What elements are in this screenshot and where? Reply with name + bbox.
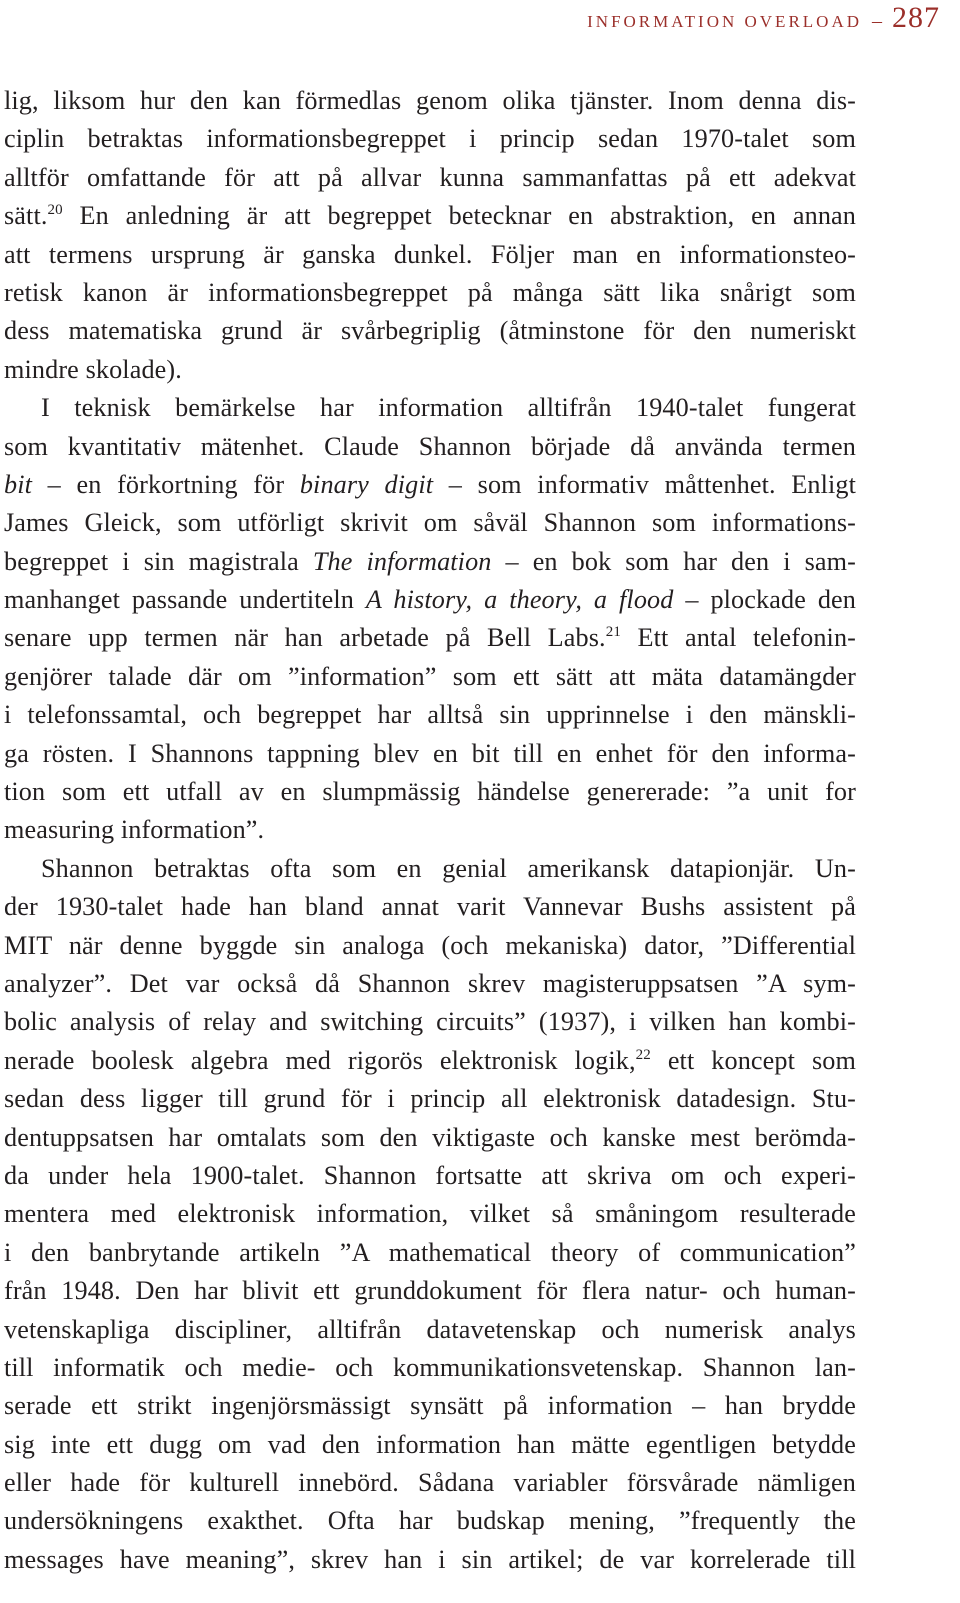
text-line <box>4 1272 856 1310</box>
text-line <box>4 1311 856 1349</box>
text-run: ciplin betraktas informationsbegreppet i princip sedan 1970-talet som <box>4 124 856 154</box>
text-run: I teknisk bemärkelse har information alltifrån 1940-talet fungerat <box>41 393 856 423</box>
text-run: mindre skolade). <box>4 354 182 384</box>
text-run: – en förkortning för <box>32 469 300 499</box>
text-line <box>4 1387 856 1425</box>
text-run: vetenskapliga discipliner, alltifrån datavetenskap och numerisk analys <box>4 1314 856 1344</box>
text-run: manhanget passande undertiteln <box>4 585 366 615</box>
text-line <box>4 773 856 811</box>
text-run: da under hela 1900-talet. Shannon fortsatte att skriva om och experi- <box>4 1160 856 1190</box>
text-run: analyzer”. Det var också då Shannon skrev magisteruppsatsen ”A sym- <box>4 968 856 998</box>
text-line <box>4 888 856 926</box>
footnote-ref: 22 <box>635 1046 651 1063</box>
text-line <box>4 1195 856 1233</box>
running-head-title: INFORMATION OVERLOAD <box>587 12 862 31</box>
text-run: – som informativ måttenhet. Enligt <box>433 469 857 499</box>
text-line <box>4 850 856 888</box>
text-run: sätt. <box>4 201 48 231</box>
text-run: senare upp termen när han arbetade på Bell Labs. <box>4 623 606 653</box>
text-run: nerade boolesk algebra med rigorös elektronisk logik, <box>4 1045 636 1075</box>
text-line <box>4 735 856 773</box>
italic-text: The information <box>312 546 492 576</box>
italic-text: A history, a theory, a flood <box>365 585 674 615</box>
text-run: dentuppsatsen har omtalats som den viktigaste och kanske mest berömda- <box>4 1122 856 1152</box>
text-line <box>4 1003 856 1041</box>
text-line <box>4 82 856 120</box>
text-line <box>4 428 856 466</box>
text-line <box>4 351 856 389</box>
text-line <box>4 927 856 965</box>
text-line <box>4 1502 856 1540</box>
text-line <box>4 1464 856 1502</box>
text-run: – plockade den <box>673 585 856 615</box>
text-line <box>4 197 856 235</box>
text-line <box>4 1349 856 1387</box>
text-line <box>4 1541 856 1579</box>
text-line <box>4 312 856 350</box>
text-run: bolic analysis of relay and switching circuits” (1937), i vilken han kombi- <box>4 1007 856 1037</box>
text-line <box>4 1042 856 1080</box>
text-run: dess matematiska grund är svårbegriplig (åtminstone för den numeriskt <box>4 316 856 346</box>
text-run: James Gleick, som utförligt skrivit om såväl Shannon som informations- <box>4 508 856 538</box>
text-run: alltför omfattande för att på allvar kunna sammanfattas på ett adekvat <box>4 162 856 192</box>
text-line <box>4 466 856 504</box>
text-run: tion som ett utfall av en slumpmässig händelse genererade: ”a unit for <box>4 777 856 807</box>
text-run: ett koncept som <box>650 1045 856 1075</box>
text-line <box>4 581 856 619</box>
text-line <box>4 811 856 849</box>
text-run: der 1930-talet hade han bland annat varit Vannevar Bushs assistent på <box>4 892 856 922</box>
text-run: serade ett strikt ingenjörsmässigt synsätt på information – han brydde <box>4 1391 856 1421</box>
text-run: En anledning är att begreppet betecknar en abstraktion, en annan <box>62 201 856 231</box>
text-run: eller hade för kulturell innebörd. Sådana variabler försvårade nämligen <box>4 1468 856 1498</box>
text-run: Ett antal telefonin- <box>620 623 857 653</box>
footnote-ref: 21 <box>605 624 621 641</box>
body-text <box>4 82 856 1579</box>
text-run: till informatik och medie- och kommunikationsvetenskap. Shannon lan- <box>4 1352 856 1382</box>
text-run: begreppet i sin magistrala <box>4 546 313 576</box>
text-run: retisk kanon är informationsbegreppet på många sätt lika snårigt som <box>4 277 856 307</box>
text-run: i telefonssamtal, och begreppet har alltså sin upprinnelse i den mänskli- <box>4 700 856 730</box>
text-line <box>4 274 856 312</box>
text-run: – en bok som har den i sam- <box>491 546 856 576</box>
text-run: genjörer talade där om ”information” som ett sätt att mäta datamängder <box>4 661 856 691</box>
text-run: som kvantitativ mätenhet. Claude Shannon började då använda termen <box>4 431 856 461</box>
text-line <box>4 1080 856 1118</box>
running-head <box>587 0 940 36</box>
text-run: Shannon betraktas ofta som en genial amerikansk datapionjär. Un- <box>41 853 856 883</box>
running-head-dash: – <box>872 10 882 32</box>
text-line <box>4 619 856 657</box>
footnote-ref: 20 <box>47 202 63 219</box>
text-line <box>4 236 856 274</box>
text-run: measuring information”. <box>4 815 265 845</box>
text-run: lig, liksom hur den kan förmedlas genom olika tjänster. Inom denna dis- <box>4 86 856 115</box>
text-run: mentera med elektronisk information, vilket så småningom resulterade <box>4 1199 856 1229</box>
text-line <box>4 389 856 427</box>
text-run: i den banbrytande artikeln ”A mathematical theory of communication” <box>4 1237 856 1267</box>
text-run: MIT när denne byggde sin analoga (och mekaniska) dator, ”Differential <box>4 930 856 960</box>
text-line <box>4 504 856 542</box>
text-run: sig inte ett dugg om vad den information han mätte egentligen betydde <box>4 1429 856 1459</box>
text-run: sedan dess ligger till grund för i princip all elektronisk datadesign. Stu- <box>4 1084 856 1114</box>
text-run: från 1948. Den har blivit ett grunddokument för flera natur- och human- <box>4 1276 856 1306</box>
text-run: att termens ursprung är ganska dunkel. Följer man en informationsteo- <box>4 239 856 269</box>
text-line <box>4 1426 856 1464</box>
text-line <box>4 159 856 197</box>
text-run: messages have meaning”, skrev han i sin artikel; de var korrelerade till <box>4 1544 856 1574</box>
text-line <box>4 658 856 696</box>
text-run: ga rösten. I Shannons tappning blev en bit till en enhet för den informa- <box>4 738 856 768</box>
text-line <box>4 965 856 1003</box>
text-line <box>4 543 856 581</box>
text-line <box>4 1234 856 1272</box>
italic-text: bit <box>4 469 33 499</box>
italic-text: binary digit <box>299 469 434 499</box>
page-number: 287 <box>892 1 940 34</box>
text-run: undersökningens exakthet. Ofta har budskap mening, ”frequently the <box>4 1506 856 1536</box>
text-line <box>4 696 856 734</box>
text-line <box>4 1157 856 1195</box>
text-line <box>4 1119 856 1157</box>
text-line <box>4 120 856 158</box>
